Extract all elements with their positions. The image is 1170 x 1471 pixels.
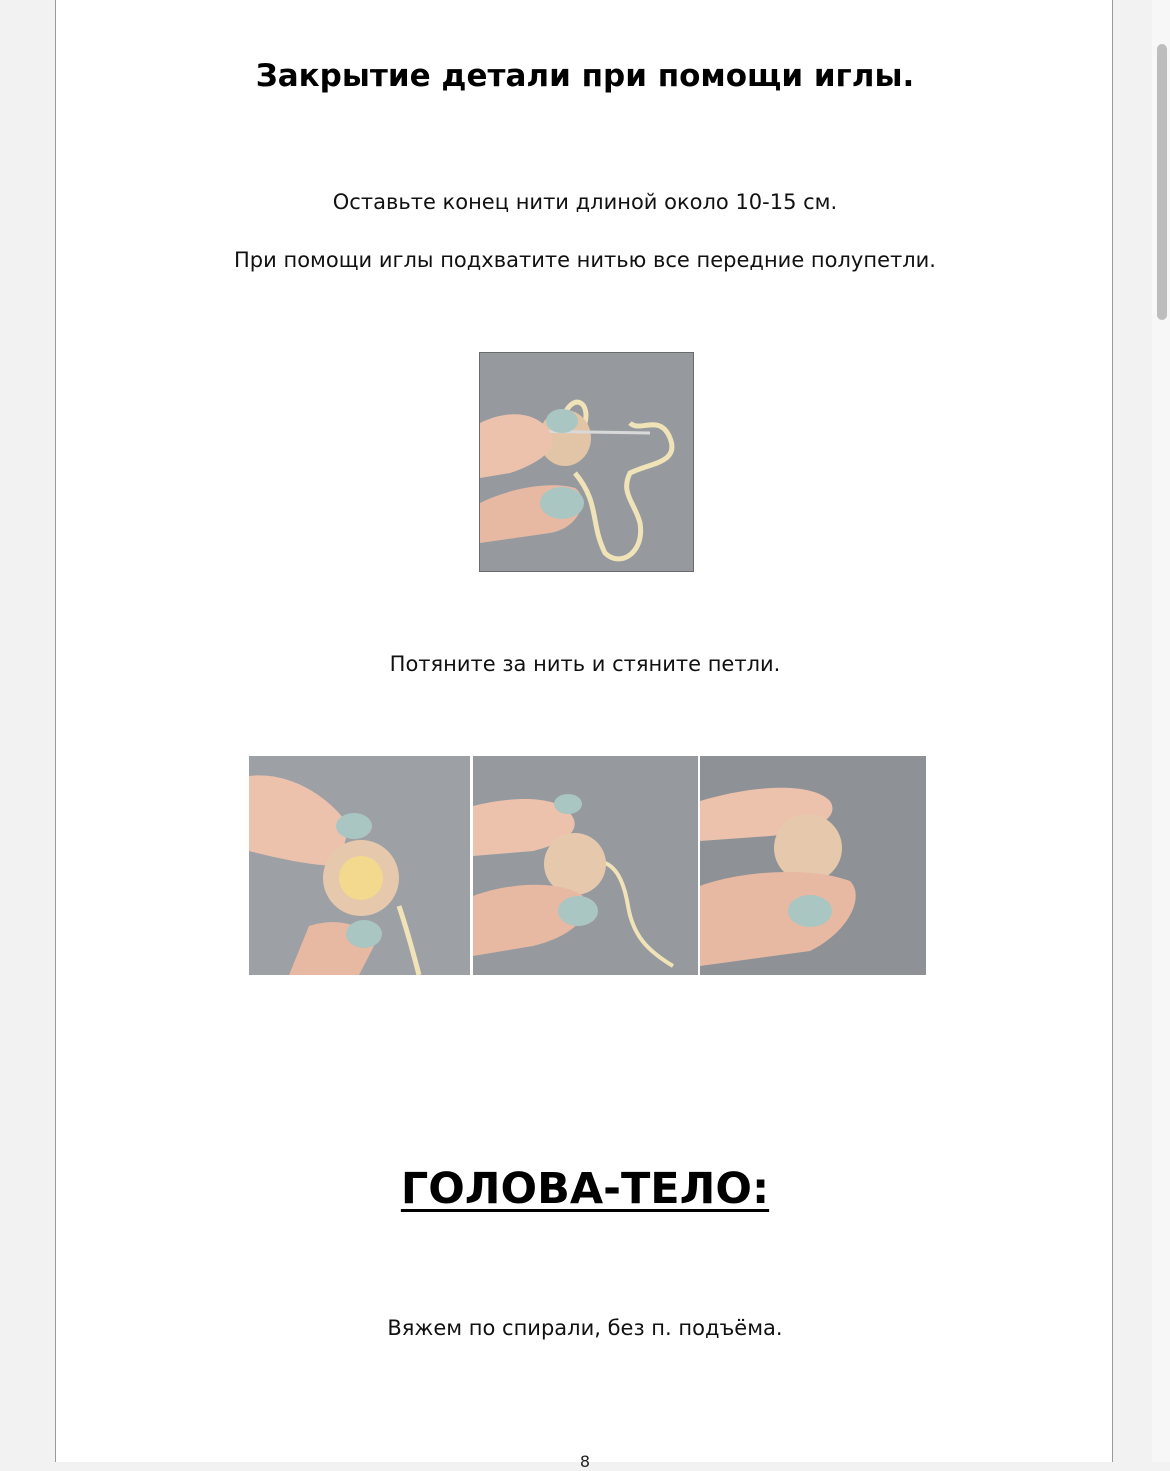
photo-step-open [249,756,470,975]
photo-needle-threading [479,352,694,572]
instruction-spiral: Вяжем по спирали, без п. подъёма. [387,1316,783,1340]
instruction-pull-thread: Потяните за нить и стяните петли. [389,652,781,676]
vertical-scrollbar[interactable] [1152,0,1170,1462]
section-heading-head-body: ГОЛОВА-ТЕЛО: [400,1164,770,1214]
page-number: 8 [579,1452,591,1471]
instruction-pick-loops: При помощи иглы подхватите нитью все передние полупетли. [234,248,936,272]
page-title: Закрытие детали при помощи иглы. [255,58,915,94]
scrollbar-thumb[interactable] [1157,44,1167,320]
photo-step-closed [700,756,926,975]
photo-step-pulling [473,756,698,975]
document-page [55,0,1113,1471]
instruction-leave-thread: Оставьте конец нити длиной около 10-15 см. [332,190,838,214]
